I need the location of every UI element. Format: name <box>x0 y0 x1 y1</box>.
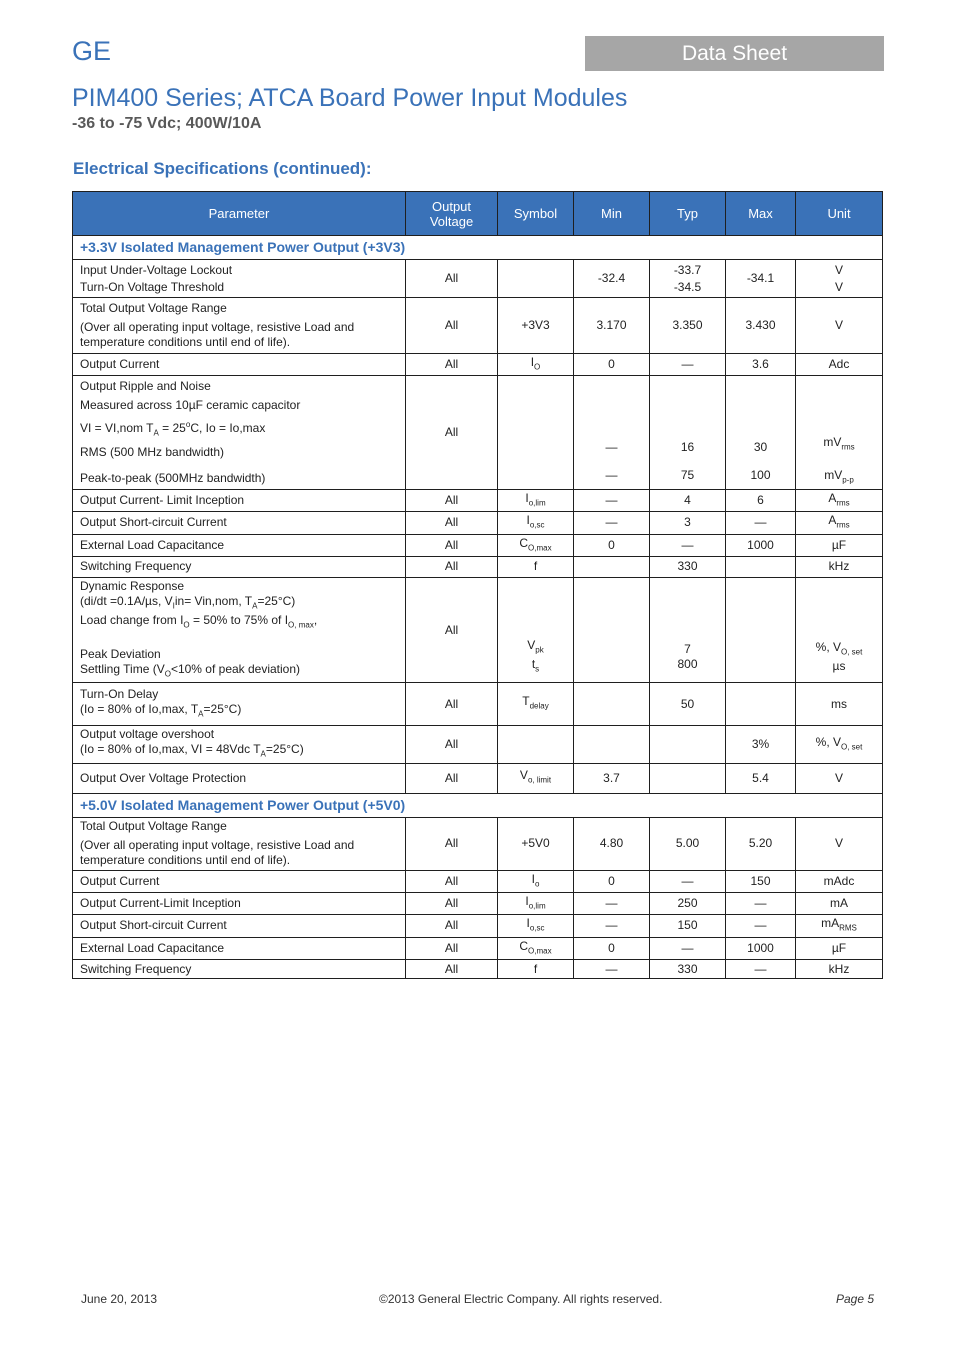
typ-cell: 5.00 <box>650 817 726 870</box>
symbol-cell <box>498 915 574 937</box>
param-cell: Output Current <box>73 354 406 376</box>
symbol-subscript: o,lim <box>528 498 546 508</box>
ge-logo-text: GE <box>72 36 112 66</box>
symbol-cell <box>498 937 574 959</box>
max-cell: — <box>726 915 796 937</box>
unit-text: A <box>828 490 837 505</box>
max-cell <box>726 556 796 577</box>
table-row <box>73 683 883 726</box>
param-cell <box>73 817 406 870</box>
param-line: Total Output Voltage Range <box>80 819 227 834</box>
min-cell: — <box>574 892 650 914</box>
unit-subscript: RMS <box>839 923 857 933</box>
symbol-subscript: o, limit <box>527 775 552 785</box>
param-text: =25°C) <box>265 742 304 757</box>
unit-cell: kHz <box>796 960 883 979</box>
param-line: Measured across 10µF ceramic capacitor <box>80 398 301 413</box>
unit-cell: V <box>796 817 883 870</box>
max-cell: 6 <box>726 489 796 511</box>
min-cell: 0 <box>574 870 650 892</box>
param-line: Output voltage overshoot <box>80 727 215 742</box>
table-row <box>73 556 883 577</box>
param-text: , <box>313 613 318 628</box>
col-header-typ: Typ <box>650 192 726 236</box>
symbol-text: I <box>525 490 529 505</box>
max-cell: 1000 <box>726 937 796 959</box>
col-header-output-voltage: Output Voltage <box>406 192 498 236</box>
param-subscript: O <box>183 620 190 630</box>
typ-cell: — <box>650 534 726 556</box>
min-cell: 4.80 <box>574 817 650 870</box>
max-cell <box>726 577 796 682</box>
unit-cell: kHz <box>796 556 883 577</box>
unit-line: µs <box>832 659 846 674</box>
group-title-5v0: +5.0V Isolated Management Power Output (+5V0) <box>73 793 883 817</box>
param-line: Turn-On Delay <box>80 686 159 701</box>
table-row <box>73 577 883 682</box>
symbol-text: I <box>526 513 530 528</box>
param-cell: Switching Frequency <box>73 556 406 577</box>
unit-line <box>803 468 875 487</box>
param-line <box>80 662 398 681</box>
unit-cell: µF <box>796 937 883 959</box>
unit-subscript: O, set <box>841 742 863 752</box>
symbol-cell <box>498 763 574 793</box>
unit-cell <box>796 512 883 534</box>
unit-subscript: rms <box>836 520 850 530</box>
typ-cell <box>650 763 726 793</box>
max-cell: 3.6 <box>726 354 796 376</box>
output-voltage-cell: All <box>406 534 498 556</box>
output-voltage-cell: All <box>406 489 498 511</box>
unit-cell <box>796 577 883 682</box>
typ-cell: 3 <box>650 512 726 534</box>
table-row <box>73 726 883 763</box>
param-text: C, Io = Io,max <box>190 421 266 436</box>
param-text: Load change from I <box>80 613 184 628</box>
table-row <box>73 937 883 959</box>
unit-text: %, V <box>815 734 841 749</box>
unit-text: mV <box>824 467 843 482</box>
typ-cell: 3.350 <box>650 298 726 354</box>
param-cell <box>73 683 406 726</box>
symbol-subscript: O,max <box>528 946 552 956</box>
symbol-cell <box>498 534 574 556</box>
param-text: (Io = 80% of Io,max, T <box>80 701 199 716</box>
symbol-text: I <box>530 355 535 369</box>
param-text: =25°C) <box>257 593 296 608</box>
symbol-subscript: o,sc <box>529 923 545 933</box>
col-header-unit: Unit <box>796 192 883 236</box>
electrical-spec-table <box>72 191 883 979</box>
output-voltage-cell: All <box>406 683 498 726</box>
typ-cell <box>650 577 726 682</box>
unit-line: V <box>834 279 843 294</box>
symbol-cell: f <box>498 556 574 577</box>
symbol-cell <box>498 683 574 726</box>
unit-subscript: rms <box>836 498 850 508</box>
param-line: Turn-On Voltage Threshold <box>80 279 225 294</box>
param-subscript: A <box>252 601 258 611</box>
max-cell: — <box>726 892 796 914</box>
param-line <box>80 594 398 613</box>
unit-text: mA <box>821 916 840 931</box>
param-cell: Output Current <box>73 870 406 892</box>
param-text: VI = VI,nom T <box>80 421 154 436</box>
param-line: Input Under-Voltage Lockout <box>80 262 233 277</box>
param-cell: External Load Capacitance <box>73 534 406 556</box>
param-text: (di/dt =0.1A/µs, V <box>80 593 173 608</box>
min-cell: — <box>574 960 650 979</box>
symbol-text: I <box>531 871 535 886</box>
unit-cell <box>796 915 883 937</box>
param-line <box>80 742 398 761</box>
typ-cell: 330 <box>650 960 726 979</box>
typ-cell <box>650 260 726 298</box>
param-cell: Output Over Voltage Protection <box>73 763 406 793</box>
unit-line: V <box>834 262 843 277</box>
max-cell: 5.20 <box>726 817 796 870</box>
unit-cell: mA <box>796 892 883 914</box>
param-subscript: A <box>198 709 204 719</box>
col-header-max: Max <box>726 192 796 236</box>
output-voltage-cell: All <box>406 763 498 793</box>
group-title-3v3: +3.3V Isolated Management Power Output (+3V3) <box>73 236 883 260</box>
param-subscript: A <box>153 428 159 438</box>
param-cell: Output Current-Limit Inception <box>73 892 406 914</box>
symbol-text: C <box>519 938 529 953</box>
symbol-subscript: O <box>534 362 541 372</box>
output-voltage-cell: All <box>406 960 498 979</box>
max-cell: 3.430 <box>726 298 796 354</box>
unit-cell <box>796 260 883 298</box>
typ-cell: 50 <box>650 683 726 726</box>
min-cell <box>574 683 650 726</box>
output-voltage-cell: All <box>406 817 498 870</box>
unit-cell <box>796 489 883 511</box>
document-subtitle: -36 to -75 Vdc; 400W/10A <box>72 115 262 132</box>
section-title: Electrical Specifications (continued): <box>73 159 372 178</box>
symbol-cell <box>498 870 574 892</box>
max-line: 30 <box>753 439 768 454</box>
min-cell <box>574 577 650 682</box>
param-cell <box>73 376 406 489</box>
max-cell: — <box>726 960 796 979</box>
param-superscript: o <box>185 420 191 430</box>
symbol-text: I <box>526 916 530 931</box>
symbol-cell <box>498 577 574 682</box>
max-cell: 5.4 <box>726 763 796 793</box>
output-voltage-cell: All <box>406 870 498 892</box>
group-row-5v0 <box>73 793 883 817</box>
min-cell: 0 <box>574 534 650 556</box>
symbol-line <box>505 657 566 676</box>
min-cell: 0 <box>574 354 650 376</box>
min-cell <box>574 556 650 577</box>
param-line <box>80 415 398 442</box>
output-voltage-cell: All <box>406 376 498 489</box>
param-cell <box>73 726 406 763</box>
min-cell <box>574 376 650 489</box>
unit-subscript: p-p <box>842 474 854 484</box>
max-cell: 3% <box>726 726 796 763</box>
table-row <box>73 763 883 793</box>
output-voltage-cell: All <box>406 556 498 577</box>
min-cell: -32.4 <box>574 260 650 298</box>
param-line: (Over all operating input voltage, resistive Load and temperature conditions until end of life). <box>80 838 355 868</box>
typ-cell: 4 <box>650 489 726 511</box>
unit-cell: µF <box>796 534 883 556</box>
table-row <box>73 298 883 354</box>
symbol-subscript: delay <box>529 701 549 711</box>
unit-text: A <box>828 513 837 528</box>
param-line: Total Output Voltage Range <box>80 301 227 315</box>
typ-cell: 250 <box>650 892 726 914</box>
param-cell <box>73 577 406 682</box>
output-voltage-cell: All <box>406 915 498 937</box>
param-subscript: A <box>260 749 266 759</box>
min-line: — <box>605 467 618 482</box>
max-cell: -34.1 <box>726 260 796 298</box>
symbol-subscript: o,lim <box>528 901 546 911</box>
typ-line: 16 <box>680 439 695 454</box>
param-line: Peak-to-peak (500MHz bandwidth) <box>80 470 266 485</box>
table-header-row <box>73 192 883 236</box>
param-cell: Output Short-circuit Current <box>73 512 406 534</box>
max-line: 100 <box>750 467 771 482</box>
table-row <box>73 260 883 298</box>
typ-cell <box>650 726 726 763</box>
max-cell: 1000 <box>726 534 796 556</box>
output-voltage-cell: All <box>406 512 498 534</box>
typ-cell: — <box>650 354 726 376</box>
table-row <box>73 354 883 376</box>
table-row <box>73 817 883 870</box>
table-row <box>73 376 883 489</box>
col-header-symbol: Symbol <box>498 192 574 236</box>
col-header-parameter: Parameter <box>73 192 406 236</box>
unit-text: %, V <box>815 639 841 654</box>
table-row <box>73 534 883 556</box>
param-line: Output Ripple and Noise <box>80 379 211 394</box>
symbol-cell: +3V3 <box>498 298 574 354</box>
output-voltage-cell: All <box>406 298 498 354</box>
max-cell <box>726 376 796 489</box>
max-cell: — <box>726 512 796 534</box>
table-row <box>73 512 883 534</box>
param-cell <box>73 298 406 354</box>
unit-cell <box>796 726 883 763</box>
document-title: PIM400 Series; ATCA Board Power Input Modules <box>72 84 628 112</box>
param-subscript: O <box>164 669 171 679</box>
output-voltage-cell: All <box>406 354 498 376</box>
symbol-text: I <box>525 893 529 908</box>
output-voltage-cell: All <box>406 937 498 959</box>
param-cell <box>73 260 406 298</box>
footer-date: June 20, 2013 <box>81 1292 158 1306</box>
group-row-3v3 <box>73 236 883 260</box>
param-text: Settling Time (V <box>80 661 165 676</box>
min-cell: 3.7 <box>574 763 650 793</box>
unit-subscript: rms <box>841 442 855 452</box>
param-line: Peak Deviation <box>80 646 161 661</box>
unit-line <box>803 435 875 454</box>
max-cell <box>726 683 796 726</box>
param-cell: Switching Frequency <box>73 960 406 979</box>
unit-cell: V <box>796 763 883 793</box>
table-row <box>73 915 883 937</box>
min-cell: 3.170 <box>574 298 650 354</box>
symbol-cell <box>498 376 574 489</box>
footer-page-number: Page 5 <box>836 1292 875 1306</box>
min-cell: — <box>574 489 650 511</box>
output-voltage-cell: All <box>406 726 498 763</box>
param-line: Dynamic Response <box>80 578 185 593</box>
footer-copyright: ©2013 General Electric Company. All rights reserved. <box>379 1292 663 1306</box>
unit-cell <box>796 376 883 489</box>
typ-cell: 150 <box>650 915 726 937</box>
symbol-cell <box>498 354 574 376</box>
typ-cell: — <box>650 937 726 959</box>
min-cell: 0 <box>574 937 650 959</box>
symbol-line <box>505 638 566 657</box>
symbol-cell: f <box>498 960 574 979</box>
param-line <box>80 613 398 632</box>
param-text: in= Vin,nom, T <box>174 593 253 608</box>
symbol-cell <box>498 892 574 914</box>
param-text: <10% of peak deviation) <box>170 661 301 676</box>
symbol-text: C <box>519 535 529 550</box>
unit-cell: Adc <box>796 354 883 376</box>
symbol-cell: +5V0 <box>498 817 574 870</box>
unit-subscript: O, set <box>841 647 863 657</box>
typ-cell: — <box>650 870 726 892</box>
min-cell <box>574 726 650 763</box>
table-row <box>73 960 883 979</box>
param-subscript: O, max <box>288 620 314 630</box>
symbol-subscript: o,sc <box>529 520 545 530</box>
typ-line: -34.5 <box>673 279 702 294</box>
min-cell: — <box>574 915 650 937</box>
typ-line: -33.7 <box>673 262 702 277</box>
param-text: (Io = 80% of Io,max, VI = 48Vdc T <box>80 742 261 757</box>
data-sheet-banner: Data Sheet <box>585 36 884 71</box>
max-cell: 150 <box>726 870 796 892</box>
unit-cell: V <box>796 298 883 354</box>
typ-cell: 330 <box>650 556 726 577</box>
param-line: (Over all operating input voltage, resistive Load and temperature conditions until end of life). <box>80 320 355 349</box>
typ-line: 75 <box>680 467 695 482</box>
param-line: RMS (500 MHz bandwidth) <box>80 444 225 459</box>
min-line: — <box>605 439 618 454</box>
symbol-subscript: o <box>534 878 540 888</box>
symbol-text: T <box>522 694 530 709</box>
param-line <box>80 702 398 721</box>
table-row <box>73 870 883 892</box>
symbol-text: t <box>531 657 536 672</box>
unit-text: mV <box>823 435 842 450</box>
param-text: =25°C) <box>203 701 242 716</box>
symbol-text: V <box>527 637 536 652</box>
symbol-cell <box>498 260 574 298</box>
param-cell: External Load Capacitance <box>73 937 406 959</box>
symbol-subscript: s <box>535 664 540 674</box>
typ-line: 800 <box>677 657 698 672</box>
output-voltage-cell: All <box>406 260 498 298</box>
symbol-subscript: O,max <box>528 542 552 552</box>
table-row <box>73 489 883 511</box>
output-voltage-cell: All <box>406 892 498 914</box>
typ-line: 7 <box>684 642 691 657</box>
symbol-cell <box>498 726 574 763</box>
symbol-cell <box>498 512 574 534</box>
unit-cell: mAdc <box>796 870 883 892</box>
param-cell: Output Short-circuit Current <box>73 915 406 937</box>
param-text: = 50% to 75% of I <box>189 613 289 628</box>
table-row <box>73 892 883 914</box>
param-text: = 25 <box>158 421 186 436</box>
output-voltage-cell: All <box>406 577 498 682</box>
col-header-min: Min <box>574 192 650 236</box>
unit-line <box>803 640 875 659</box>
symbol-cell <box>498 489 574 511</box>
symbol-text: V <box>519 768 528 783</box>
symbol-subscript: pk <box>535 645 544 655</box>
param-cell: Output Current- Limit Inception <box>73 489 406 511</box>
param-subscript: I <box>172 601 175 611</box>
min-cell: — <box>574 512 650 534</box>
unit-cell: ms <box>796 683 883 726</box>
typ-cell <box>650 376 726 489</box>
